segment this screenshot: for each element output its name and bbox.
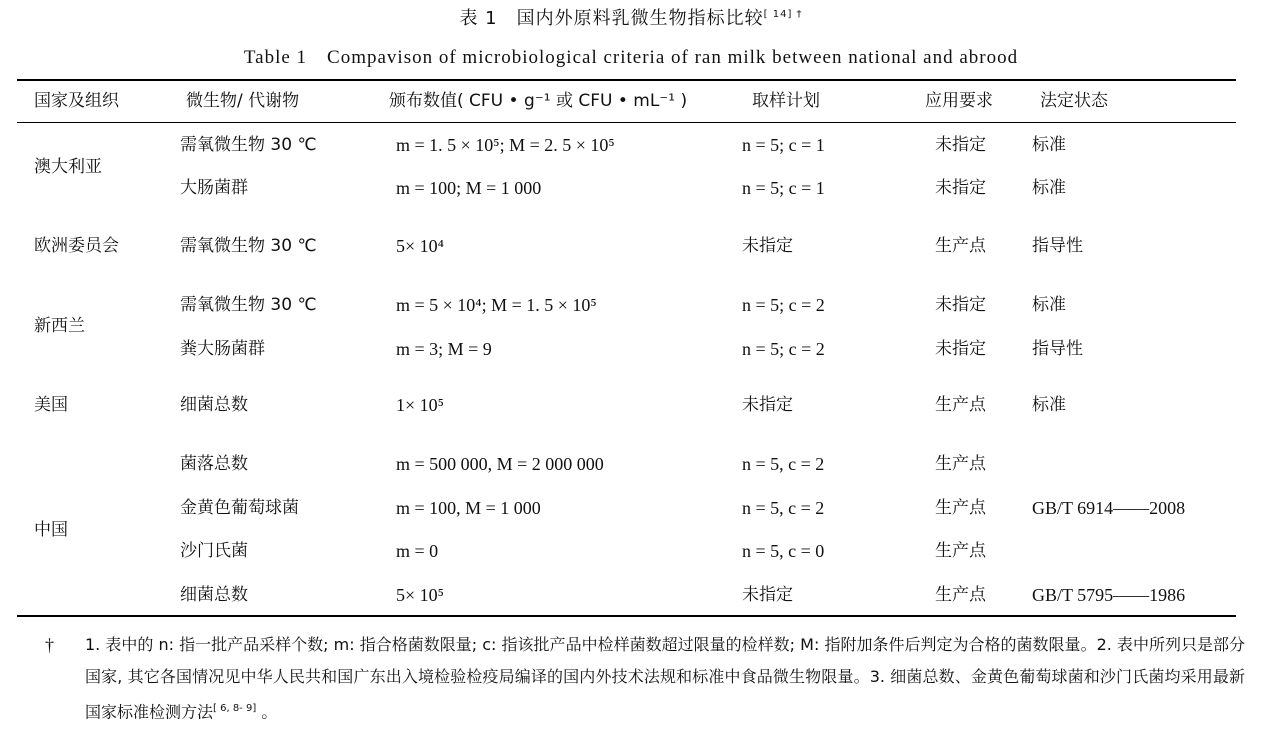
header-organism: 微生物/ 代谢物 [186,91,300,111]
row-4-value: m = 3; M = 9 [396,339,492,359]
table-bottom-rule [17,615,1236,617]
row-4-application: 未指定 [935,339,986,359]
row-8-sampling: n = 5, c = 0 [742,541,825,561]
row-7-sampling: n = 5, c = 2 [742,498,825,518]
header-value: 颁布数值( CFU • g⁻¹ 或 CFU • mL⁻¹ ) [389,91,688,111]
row-7-value: m = 100, M = 1 000 [396,498,541,518]
row-5-sampling: 未指定 [742,395,793,415]
row-0-legal: 标准 [1032,135,1066,155]
row-5-value: 1× 10⁵ [396,395,444,415]
footnote-reference: [ 6, 8- 9] [213,703,257,714]
row-9-organism: 细菌总数 [180,585,248,605]
row-1-sampling: n = 5; c = 1 [742,178,825,198]
row-1-value: m = 100; M = 1 000 [396,178,542,198]
header-sampling: 取样计划 [752,91,820,111]
row-2-legal: 指导性 [1032,236,1083,256]
country-new-zealand: 新西兰 [34,316,85,336]
row-3-organism: 需氧微生物 30 ℃ [180,295,317,315]
row-2-organism: 需氧微生物 30 ℃ [180,236,317,256]
row-6-organism: 菌落总数 [180,454,248,474]
header-legal: 法定状态 [1040,91,1108,111]
footnote-end: 。 [256,702,278,722]
row-3-application: 未指定 [935,295,986,315]
row-5-legal: 标准 [1032,395,1066,415]
row-0-value: m = 1. 5 × 10⁵; M = 2. 5 × 10⁵ [396,135,615,155]
table-footnote [47,629,1245,728]
country-usa: 美国 [34,395,68,415]
country-china: 中国 [34,520,68,540]
title-cn-text: 表 1 国内外原料乳微生物指标比较 [459,8,764,29]
row-9-value: 5× 10⁵ [396,585,444,605]
row-6-sampling: n = 5, c = 2 [742,454,825,474]
row-0-application: 未指定 [935,135,986,155]
row-1-organism: 大肠菌群 [180,178,248,198]
country-eu: 欧洲委员会 [34,236,119,256]
country-australia: 澳大利亚 [34,157,102,177]
table-header-rule [17,122,1236,123]
row-3-sampling: n = 5; c = 2 [742,295,825,315]
row-4-organism: 粪大肠菌群 [180,339,265,359]
row-9-sampling: 未指定 [742,585,793,605]
table-title-english: Table 1 Compavison of microbiological criteria of ran milk between national and abrood [243,47,1019,68]
row-4-legal: 指导性 [1032,339,1083,359]
row-8-organism: 沙门氏菌 [180,541,248,561]
row-1-application: 未指定 [935,178,986,198]
row-8-value: m = 0 [396,541,439,561]
table-title-chinese [0,4,1262,30]
header-application: 应用要求 [925,91,993,111]
row-0-organism: 需氧微生物 30 ℃ [180,135,317,155]
row-8-application: 生产点 [935,541,986,561]
row-6-value: m = 500 000, M = 2 000 000 [396,454,604,474]
row-9-legal: GB/T 5795——1986 [1032,585,1186,605]
row-5-organism: 细菌总数 [180,395,248,415]
row-5-application: 生产点 [935,395,986,415]
row-9-application: 生产点 [935,585,986,605]
row-3-value: m = 5 × 10⁴; M = 1. 5 × 10⁵ [396,295,597,315]
row-3-legal: 标准 [1032,295,1066,315]
row-0-sampling: n = 5; c = 1 [742,135,825,155]
row-2-value: 5× 10⁴ [396,236,444,256]
footnote-text: 1. 表中的 n: 指一批产品采样个数; m: 指合格菌数限量; c: 指该批产品中检样菌数超过限量的检样数; M: 指附加条件后判定为合格的菌数限量。2. 表中所列只是部分国家, 其它各国情况见中华人民共和国广东出入境检验检疫局编译的国内外技术法规和标准中食品微生物限量。3. 细菌总数、金黄色葡萄球菌和沙门氏菌均采用最新国家标准检测方法 [85,635,1245,722]
row-1-legal: 标准 [1032,178,1066,198]
row-7-legal: GB/T 6914——2008 [1032,498,1186,518]
row-2-sampling: 未指定 [742,236,793,256]
row-6-application: 生产点 [935,454,986,474]
row-2-application: 生产点 [935,236,986,256]
header-country: 国家及组织 [34,91,119,111]
row-7-application: 生产点 [935,498,986,518]
footnote-body [47,629,1245,728]
table-top-rule [17,79,1236,81]
title-cn-reference: [ 14] † [763,9,803,20]
row-4-sampling: n = 5; c = 2 [742,339,825,359]
row-7-organism: 金黄色葡萄球菌 [180,498,299,518]
footnote-dagger: † [45,635,54,655]
